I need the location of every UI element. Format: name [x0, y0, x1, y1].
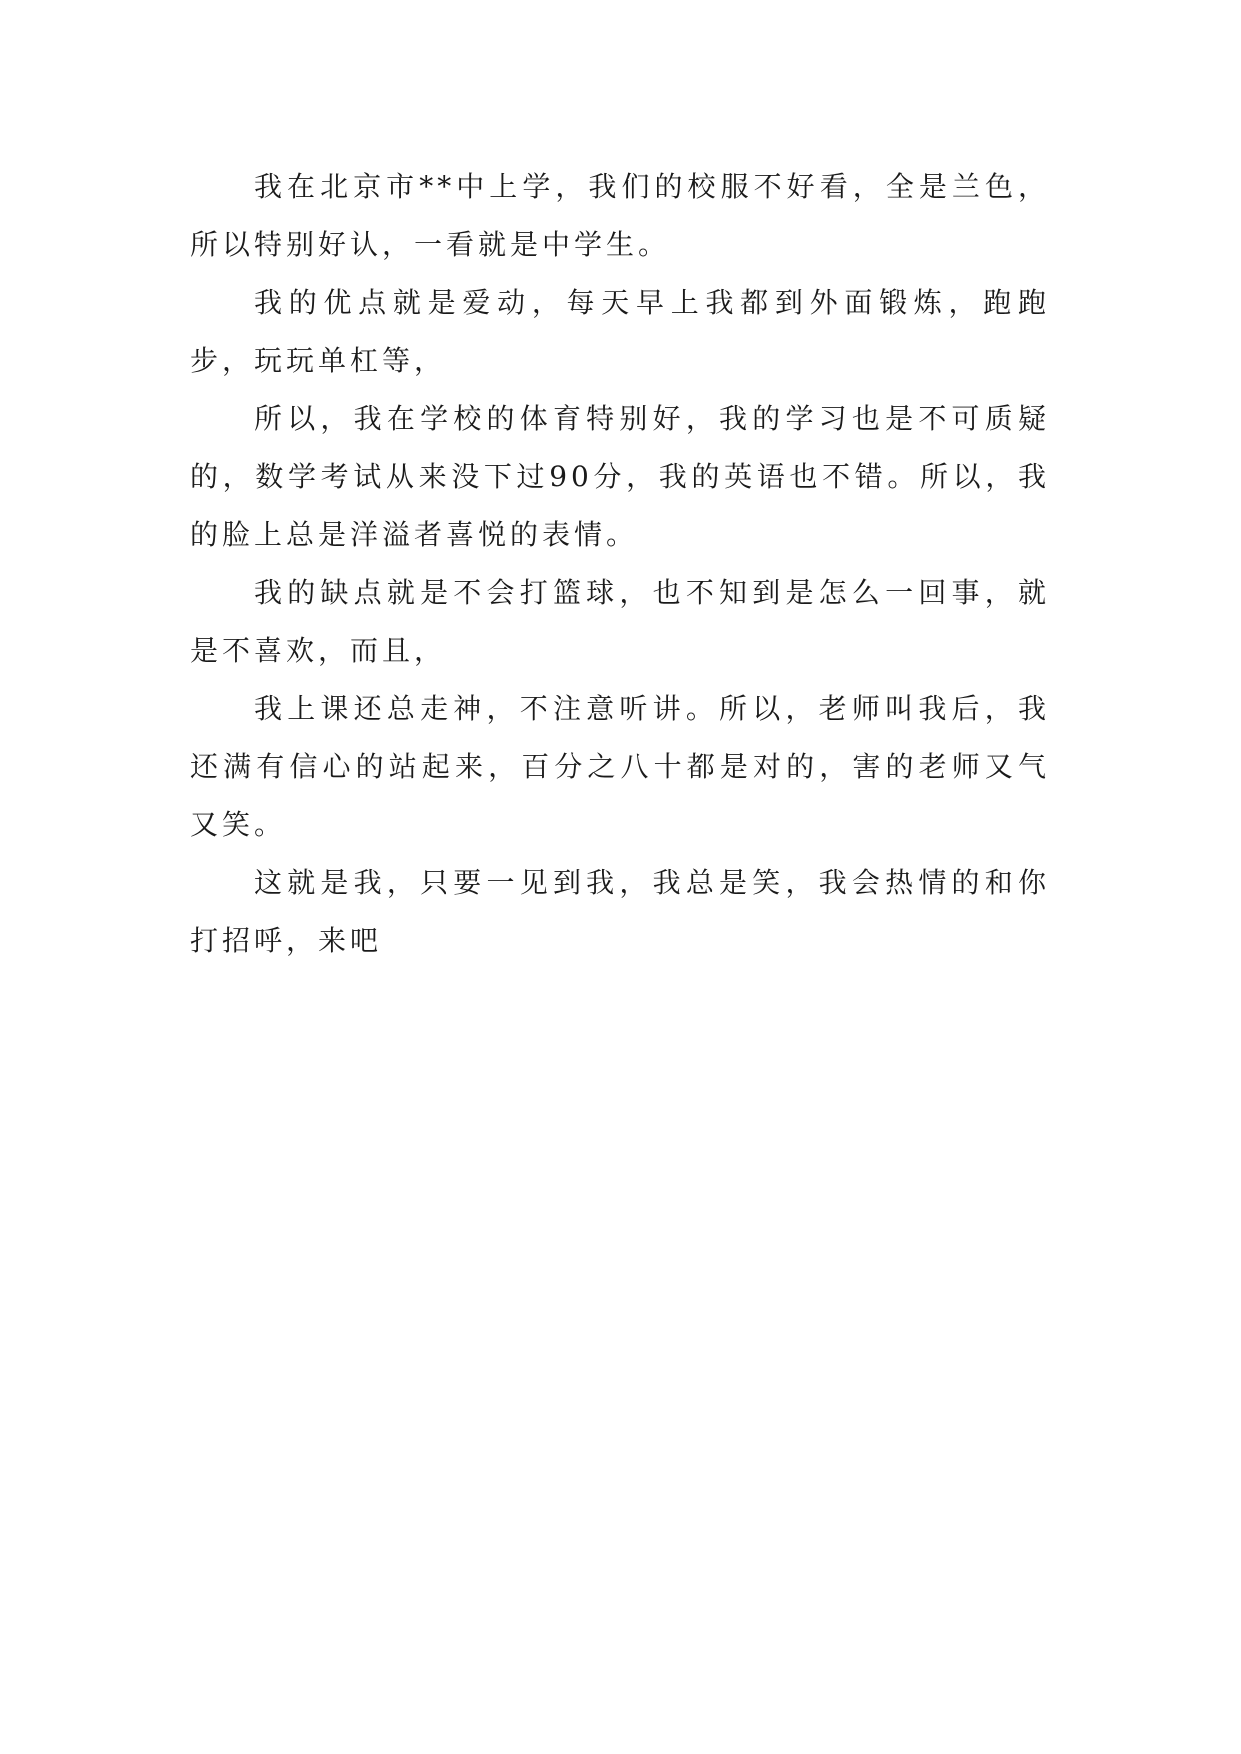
paragraph: 我的优点就是爱动，每天早上我都到外面锻炼，跑跑步，玩玩单杠等， [190, 286, 1050, 377]
paragraph: 我在北京市**中上学，我们的校服不好看，全是兰色，所以特别好认，一看就是中学生。 [190, 170, 1050, 261]
paragraph: 所以，我在学校的体育特别好，我的学习也是不可质疑的，数学考试从来没下过90分，我的英语也不错。所以，我的脸上总是洋溢者喜悦的表情。 [190, 402, 1050, 551]
paragraph: 我上课还总走神，不注意听讲。所以，老师叫我后，我还满有信心的站起来，百分之八十都是对的，害的老师又气又笑。 [190, 692, 1050, 841]
paragraph: 这就是我，只要一见到我，我总是笑，我会热情的和你打招呼，来吧 [190, 866, 1050, 957]
paragraph: 我的缺点就是不会打篮球，也不知到是怎么一回事，就是不喜欢，而且， [190, 576, 1050, 667]
document-body [190, 158, 1050, 970]
